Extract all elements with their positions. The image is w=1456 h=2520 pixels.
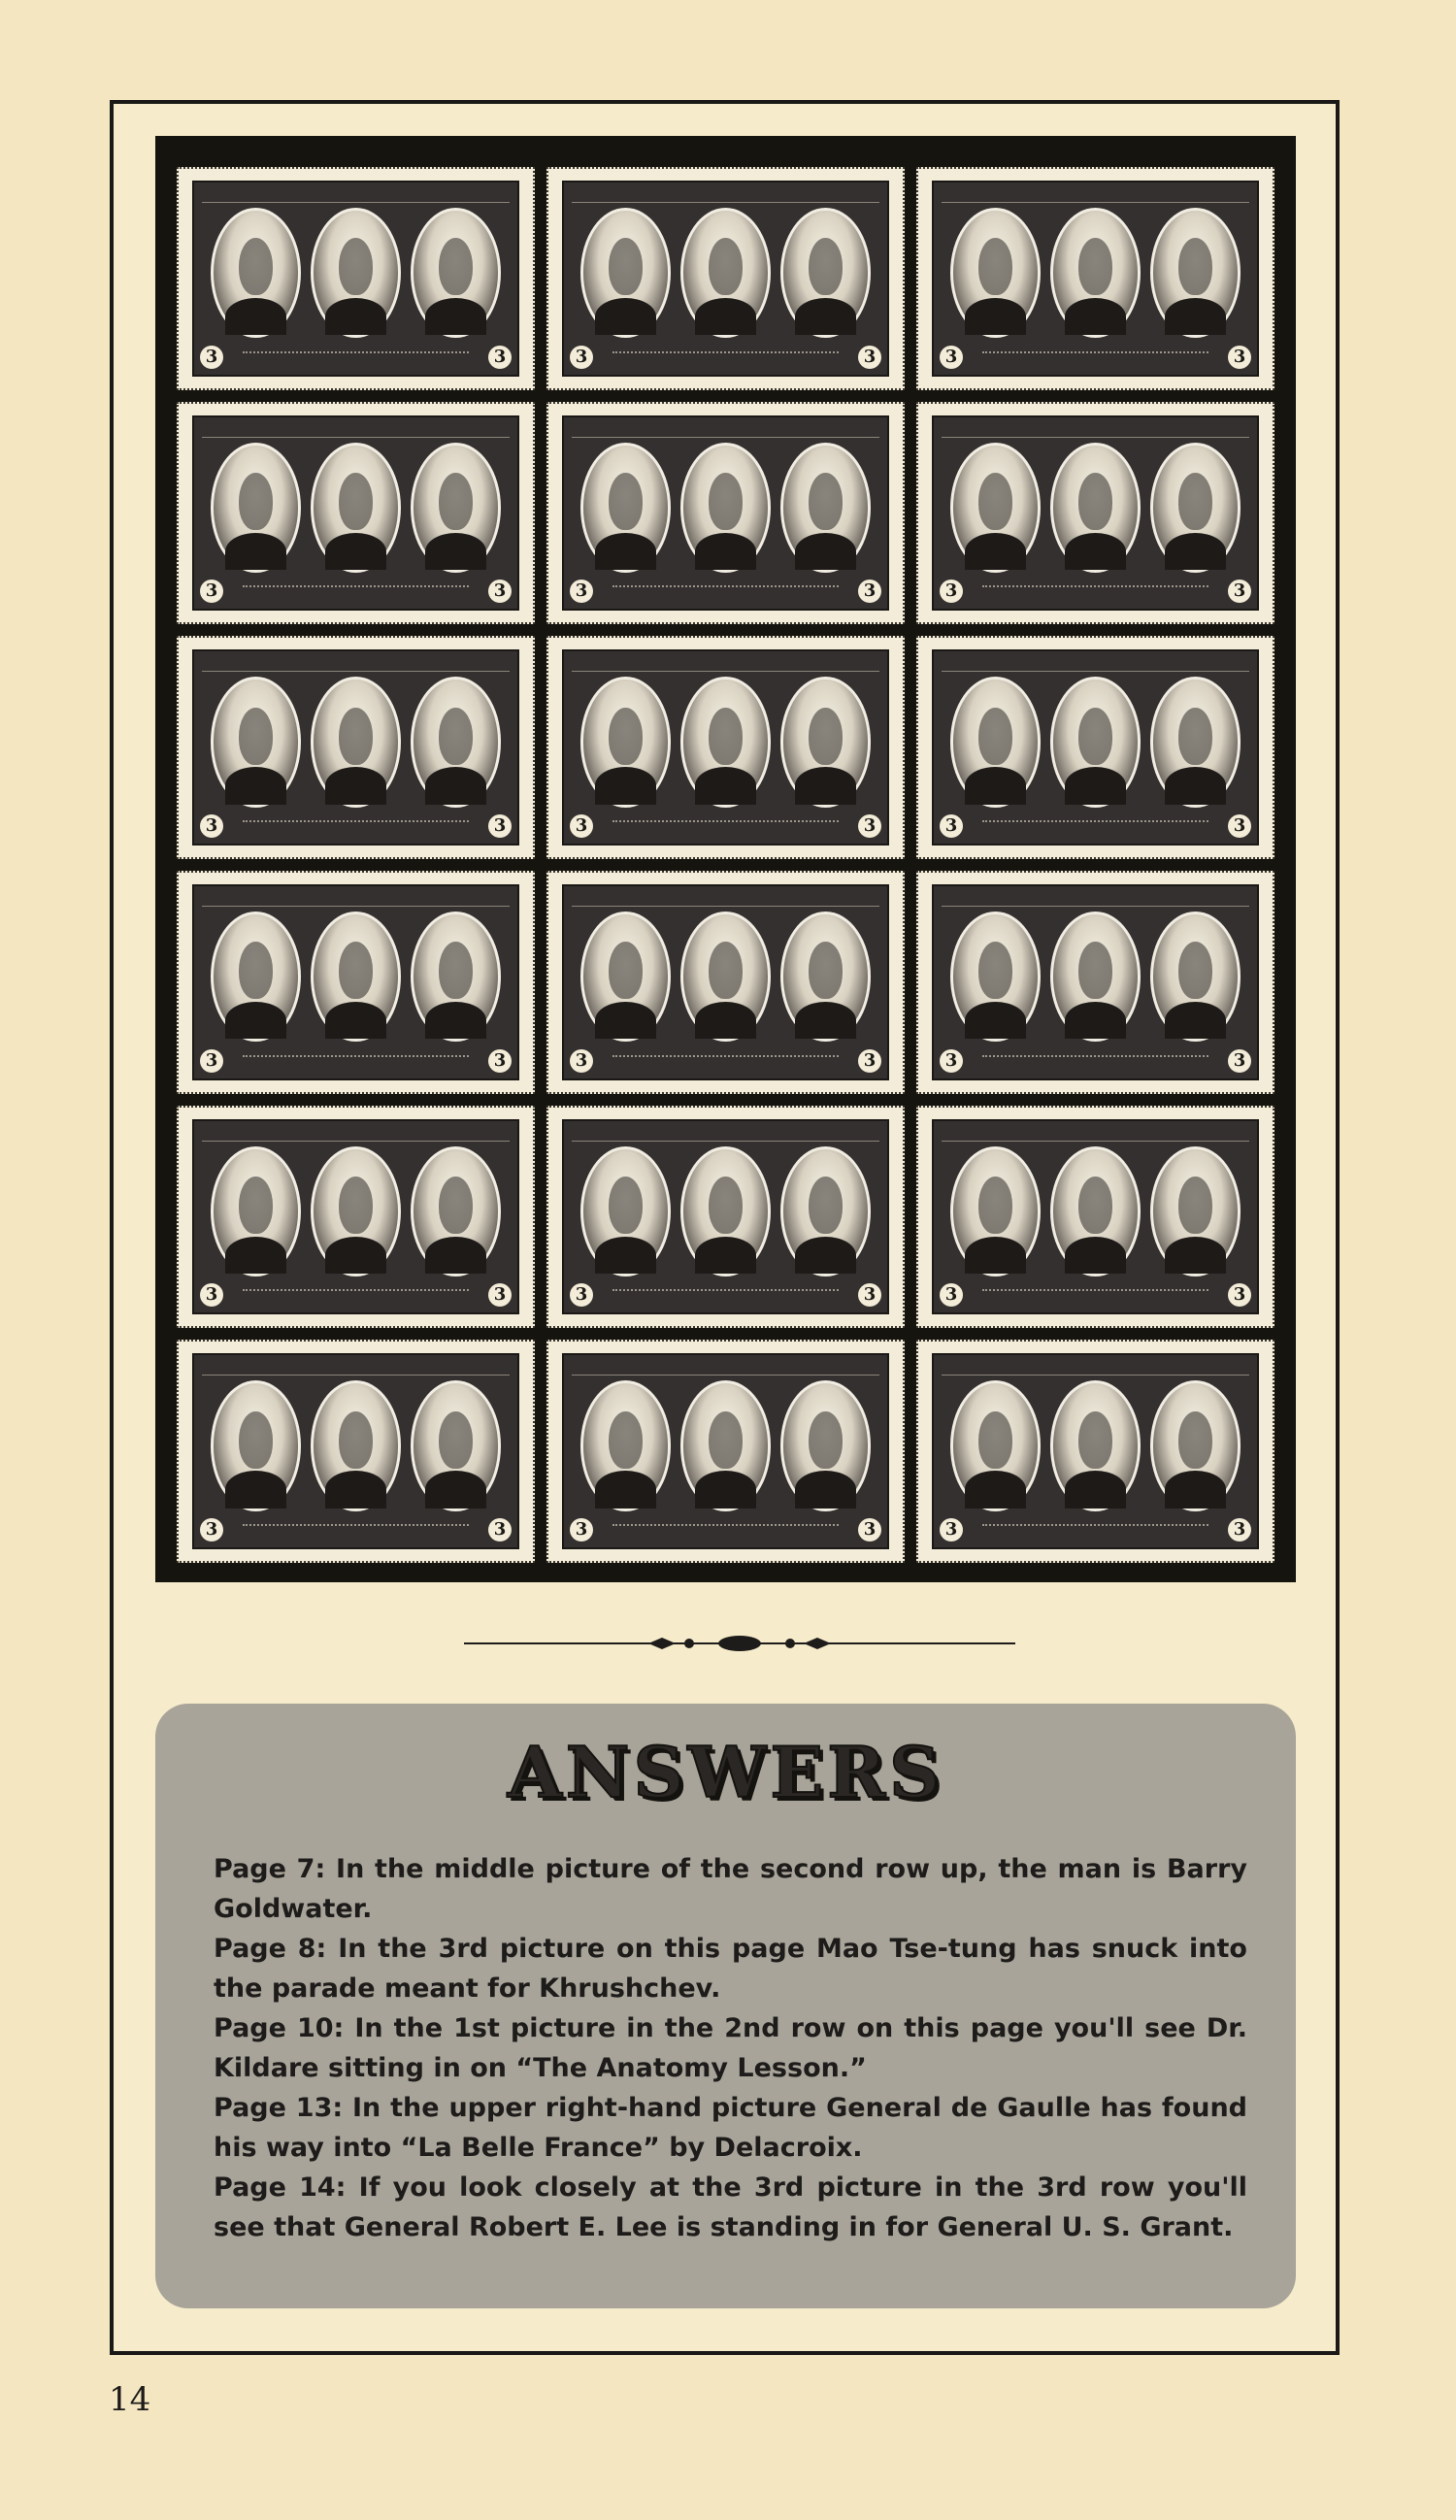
stamp-laurel-band — [982, 351, 1208, 367]
portrait-medallion — [411, 677, 501, 807]
portrait-face — [239, 942, 273, 999]
denomination-right: 3 — [1228, 346, 1251, 369]
portrait-uniform — [225, 767, 286, 805]
portrait-face — [609, 473, 643, 530]
portrait-medallion — [950, 912, 1041, 1042]
stamp-laurel-band — [243, 1524, 469, 1540]
portrait-medallion — [211, 912, 301, 1042]
portrait-face — [439, 473, 473, 530]
portrait-uniform — [695, 533, 756, 571]
answer-item: Page 13: In the upper right-hand picture General de Gaulle has found his way into “La Belle France” by Delacroix. — [214, 2093, 1247, 2163]
portrait-face — [1178, 1411, 1212, 1469]
denomination-right: 3 — [488, 1283, 512, 1307]
portrait-face — [1078, 708, 1112, 765]
denomination-left: 3 — [940, 814, 963, 838]
portrait-medallion — [680, 443, 771, 573]
portrait-uniform — [425, 298, 486, 336]
portrait-face — [709, 473, 743, 530]
portrait-uniform — [1165, 1237, 1226, 1275]
stamp-laurel-band — [243, 1289, 469, 1305]
stamp — [916, 871, 1274, 1094]
denomination-left: 3 — [940, 1049, 963, 1073]
portrait-face — [609, 1411, 643, 1469]
denomination-right: 3 — [858, 1518, 881, 1542]
portrait-medallion — [680, 1380, 771, 1510]
portrait-medallion — [780, 912, 871, 1042]
portrait-uniform — [225, 1471, 286, 1509]
portrait-medallion — [1050, 208, 1141, 338]
answers-title: ANSWERS — [507, 1731, 944, 1813]
portrait-face — [978, 942, 1012, 999]
portrait-medallion — [680, 1146, 771, 1277]
portrait-uniform — [325, 1237, 386, 1275]
portrait-uniform — [225, 533, 286, 571]
portrait-uniform — [325, 533, 386, 571]
denomination-right: 3 — [1228, 1283, 1251, 1307]
stamp-design — [192, 1353, 519, 1549]
portrait-uniform — [1065, 767, 1126, 805]
portrait-uniform — [425, 767, 486, 805]
stamp-header-band — [942, 892, 1249, 907]
denomination-right: 3 — [1228, 1049, 1251, 1073]
portrait-face — [1078, 1177, 1112, 1234]
portrait-face — [978, 1411, 1012, 1469]
denomination-right: 3 — [488, 1518, 512, 1542]
denomination-right: 3 — [1228, 580, 1251, 603]
portrait-medallion — [580, 208, 671, 338]
portrait-face — [1178, 942, 1212, 999]
portrait-face — [1178, 238, 1212, 295]
portrait-medallion — [1150, 1380, 1241, 1510]
portrait-uniform — [425, 533, 486, 571]
portrait-medallion — [411, 443, 501, 573]
stamp-design — [932, 884, 1259, 1080]
portrait-face — [1078, 942, 1112, 999]
portrait-medallion — [1150, 1146, 1241, 1277]
portrait-uniform — [795, 1002, 856, 1040]
portrait-uniform — [325, 1002, 386, 1040]
portrait-uniform — [795, 1237, 856, 1275]
portrait-uniform — [425, 1237, 486, 1275]
stamp-design — [562, 884, 889, 1080]
stamp-laurel-band — [243, 585, 469, 601]
portrait-medallion — [1050, 1380, 1141, 1510]
portrait-medallion — [780, 443, 871, 573]
answers-list — [214, 1849, 1247, 2247]
denomination-left: 3 — [570, 1049, 593, 1073]
stamp-design — [562, 415, 889, 612]
portrait-face — [239, 238, 273, 295]
portrait-uniform — [965, 1237, 1026, 1275]
portrait-uniform — [595, 298, 656, 336]
portrait-uniform — [1065, 298, 1126, 336]
denomination-left: 3 — [570, 1283, 593, 1307]
stamp — [916, 402, 1274, 625]
portrait-uniform — [595, 1002, 656, 1040]
stamp — [916, 1106, 1274, 1329]
portrait-uniform — [695, 767, 756, 805]
answer-item: Page 14: If you look closely at the 3rd picture in the 3rd row you'll see that General Robert E. Lee is standing in for General U. S. Grant. — [214, 2172, 1247, 2242]
stamp — [177, 871, 535, 1094]
portrait-uniform — [325, 1471, 386, 1509]
portrait-medallion — [580, 443, 671, 573]
stamp-header-band — [942, 657, 1249, 672]
denomination-left: 3 — [570, 814, 593, 838]
stamp-laurel-band — [612, 351, 839, 367]
portrait-face — [978, 238, 1012, 295]
stamp-laurel-band — [612, 1524, 839, 1540]
stamp-design — [932, 415, 1259, 612]
portrait-medallion — [311, 1146, 401, 1277]
portrait-uniform — [1165, 1471, 1226, 1509]
stamp-design — [192, 884, 519, 1080]
stamp-design — [932, 1353, 1259, 1549]
portrait-medallion — [1150, 912, 1241, 1042]
stamp — [177, 636, 535, 859]
portrait-medallion — [1050, 677, 1141, 807]
portrait-medallion — [950, 443, 1041, 573]
stamp-laurel-band — [612, 585, 839, 601]
portrait-face — [339, 942, 373, 999]
portrait-medallion — [780, 1380, 871, 1510]
portrait-face — [239, 1177, 273, 1234]
stamp — [546, 167, 905, 390]
stamp-laurel-band — [243, 820, 469, 836]
denomination-left: 3 — [940, 580, 963, 603]
portrait-uniform — [595, 1471, 656, 1509]
stamp — [177, 167, 535, 390]
portrait-uniform — [965, 298, 1026, 336]
stamp-header-band — [572, 1361, 879, 1376]
stamp-header-band — [202, 188, 510, 203]
answer-item: Page 7: In the middle picture of the second row up, the man is Barry Goldwater. — [214, 1854, 1247, 1924]
portrait-uniform — [325, 767, 386, 805]
portrait-face — [709, 238, 743, 295]
portrait-uniform — [1065, 1237, 1126, 1275]
stamp-header-band — [572, 657, 879, 672]
portrait-uniform — [795, 767, 856, 805]
portrait-medallion — [211, 1146, 301, 1277]
stamp — [546, 1340, 905, 1563]
portrait-face — [809, 1177, 843, 1234]
stamp-design — [932, 1119, 1259, 1315]
stamp-header-band — [202, 892, 510, 907]
portrait-medallion — [1150, 677, 1241, 807]
portrait-uniform — [795, 1471, 856, 1509]
denomination-right: 3 — [488, 1049, 512, 1073]
portrait-medallion — [680, 912, 771, 1042]
portrait-medallion — [211, 443, 301, 573]
portrait-face — [609, 238, 643, 295]
ornamental-divider — [464, 1634, 1015, 1653]
portrait-face — [339, 1177, 373, 1234]
portrait-medallion — [211, 208, 301, 338]
stamp-design — [562, 649, 889, 846]
denomination-right: 3 — [488, 814, 512, 838]
portrait-uniform — [965, 767, 1026, 805]
stamp-laurel-band — [982, 1055, 1208, 1071]
denomination-left: 3 — [200, 1518, 223, 1542]
portrait-face — [239, 708, 273, 765]
stamp-design — [562, 1119, 889, 1315]
portrait-medallion — [311, 677, 401, 807]
portrait-face — [439, 1177, 473, 1234]
stamp-header-band — [942, 1127, 1249, 1142]
portrait-medallion — [950, 1380, 1041, 1510]
portrait-medallion — [580, 1146, 671, 1277]
portrait-face — [809, 473, 843, 530]
stamp — [177, 1340, 535, 1563]
portrait-medallion — [411, 912, 501, 1042]
portrait-uniform — [225, 1002, 286, 1040]
stamp — [916, 1340, 1274, 1563]
portrait-medallion — [211, 677, 301, 807]
denomination-left: 3 — [570, 580, 593, 603]
portrait-medallion — [1050, 443, 1141, 573]
portrait-uniform — [1065, 533, 1126, 571]
denomination-left: 3 — [570, 346, 593, 369]
portrait-medallion — [311, 1380, 401, 1510]
denomination-right: 3 — [858, 814, 881, 838]
stamp — [546, 636, 905, 859]
page-number: 14 — [109, 2380, 151, 2419]
stamp-header-band — [942, 188, 1249, 203]
denomination-right: 3 — [858, 346, 881, 369]
portrait-uniform — [1165, 767, 1226, 805]
denomination-left: 3 — [940, 1518, 963, 1542]
portrait-uniform — [225, 1237, 286, 1275]
portrait-medallion — [411, 208, 501, 338]
portrait-face — [978, 708, 1012, 765]
portrait-medallion — [950, 1146, 1041, 1277]
portrait-face — [809, 1411, 843, 1469]
stamp — [916, 167, 1274, 390]
denomination-left: 3 — [570, 1518, 593, 1542]
stamp-design — [562, 181, 889, 377]
denomination-right: 3 — [1228, 814, 1251, 838]
portrait-face — [809, 942, 843, 999]
stamp — [546, 1106, 905, 1329]
portrait-face — [339, 473, 373, 530]
portrait-medallion — [211, 1380, 301, 1510]
portrait-medallion — [311, 443, 401, 573]
stamp-laurel-band — [612, 820, 839, 836]
answer-item: Page 10: In the 1st picture in the 2nd row on this page you'll see Dr. Kildare sitting in on “The Anatomy Lesson.” — [214, 2013, 1247, 2083]
portrait-medallion — [1050, 1146, 1141, 1277]
stamp-header-band — [202, 1127, 510, 1142]
portrait-face — [709, 708, 743, 765]
stamp-laurel-band — [612, 1289, 839, 1305]
portrait-face — [978, 473, 1012, 530]
portrait-face — [339, 1411, 373, 1469]
denomination-right: 3 — [858, 580, 881, 603]
denomination-right: 3 — [488, 580, 512, 603]
portrait-medallion — [580, 912, 671, 1042]
portrait-medallion — [311, 912, 401, 1042]
portrait-medallion — [1150, 443, 1241, 573]
portrait-uniform — [325, 298, 386, 336]
stamp-laurel-band — [243, 351, 469, 367]
stamp-design — [562, 1353, 889, 1549]
portrait-face — [809, 238, 843, 295]
portrait-uniform — [595, 767, 656, 805]
portrait-face — [239, 473, 273, 530]
stamp — [177, 402, 535, 625]
portrait-face — [339, 238, 373, 295]
portrait-uniform — [965, 533, 1026, 571]
portrait-uniform — [965, 1471, 1026, 1509]
portrait-uniform — [795, 298, 856, 336]
portrait-medallion — [780, 1146, 871, 1277]
portrait-face — [1078, 1411, 1112, 1469]
portrait-face — [339, 708, 373, 765]
portrait-uniform — [695, 1471, 756, 1509]
portrait-uniform — [425, 1471, 486, 1509]
portrait-medallion — [680, 208, 771, 338]
stamp-header-band — [202, 423, 510, 438]
stamp-laurel-band — [982, 1289, 1208, 1305]
portrait-uniform — [795, 533, 856, 571]
portrait-uniform — [1065, 1471, 1126, 1509]
portrait-medallion — [950, 208, 1041, 338]
portrait-uniform — [965, 1002, 1026, 1040]
denomination-left: 3 — [200, 580, 223, 603]
portrait-medallion — [780, 677, 871, 807]
stamp — [546, 402, 905, 625]
portrait-face — [1078, 238, 1112, 295]
portrait-medallion — [580, 677, 671, 807]
portrait-face — [809, 708, 843, 765]
stamp-laurel-band — [982, 820, 1208, 836]
answer-item: Page 8: In the 3rd picture on this page Mao Tse-tung has snuck into the parade meant for Khrushchev. — [214, 1934, 1247, 2004]
stamp-laurel-band — [982, 1524, 1208, 1540]
portrait-face — [439, 942, 473, 999]
portrait-face — [439, 1411, 473, 1469]
portrait-face — [709, 942, 743, 999]
portrait-medallion — [1150, 208, 1241, 338]
stamp-design — [192, 649, 519, 846]
stamp — [177, 1106, 535, 1329]
stamp — [546, 871, 905, 1094]
denomination-right: 3 — [1228, 1518, 1251, 1542]
portrait-face — [709, 1411, 743, 1469]
portrait-uniform — [225, 298, 286, 336]
portrait-face — [609, 708, 643, 765]
portrait-face — [609, 942, 643, 999]
portrait-face — [1178, 1177, 1212, 1234]
portrait-face — [1178, 473, 1212, 530]
portrait-uniform — [695, 1237, 756, 1275]
stamp-design — [192, 415, 519, 612]
stamp-laurel-band — [612, 1055, 839, 1071]
portrait-uniform — [595, 533, 656, 571]
portrait-uniform — [425, 1002, 486, 1040]
stamp-sheet — [155, 136, 1296, 1582]
portrait-medallion — [780, 208, 871, 338]
portrait-medallion — [680, 677, 771, 807]
stamp-header-band — [942, 423, 1249, 438]
denomination-left: 3 — [200, 1283, 223, 1307]
denomination-left: 3 — [940, 1283, 963, 1307]
denomination-right: 3 — [858, 1283, 881, 1307]
stamp-header-band — [572, 423, 879, 438]
portrait-medallion — [311, 208, 401, 338]
stamp-design — [192, 1119, 519, 1315]
stamp-design — [192, 181, 519, 377]
portrait-medallion — [411, 1380, 501, 1510]
stamp-laurel-band — [982, 585, 1208, 601]
portrait-medallion — [411, 1146, 501, 1277]
portrait-uniform — [1065, 1002, 1126, 1040]
stamp-header-band — [942, 1361, 1249, 1376]
portrait-face — [239, 1411, 273, 1469]
stamp-design — [932, 181, 1259, 377]
portrait-medallion — [580, 1380, 671, 1510]
portrait-medallion — [1050, 912, 1141, 1042]
stamp-header-band — [572, 892, 879, 907]
stamp-design — [932, 649, 1259, 846]
portrait-face — [439, 238, 473, 295]
portrait-face — [1078, 473, 1112, 530]
stamp — [916, 636, 1274, 859]
portrait-uniform — [695, 298, 756, 336]
portrait-uniform — [695, 1002, 756, 1040]
denomination-left: 3 — [200, 1049, 223, 1073]
portrait-medallion — [950, 677, 1041, 807]
denomination-left: 3 — [200, 346, 223, 369]
portrait-face — [439, 708, 473, 765]
denomination-left: 3 — [940, 346, 963, 369]
denomination-left: 3 — [200, 814, 223, 838]
stamp-header-band — [202, 1361, 510, 1376]
portrait-face — [1178, 708, 1212, 765]
denomination-right: 3 — [488, 346, 512, 369]
stamp-header-band — [572, 188, 879, 203]
answers-box — [155, 1704, 1296, 2308]
portrait-face — [978, 1177, 1012, 1234]
stamp-grid — [171, 161, 1280, 1569]
stamp-header-band — [572, 1127, 879, 1142]
portrait-uniform — [1165, 298, 1226, 336]
portrait-face — [609, 1177, 643, 1234]
portrait-uniform — [1165, 533, 1226, 571]
portrait-uniform — [1165, 1002, 1226, 1040]
stamp-laurel-band — [243, 1055, 469, 1071]
portrait-uniform — [595, 1237, 656, 1275]
portrait-face — [709, 1177, 743, 1234]
stamp-header-band — [202, 657, 510, 672]
denomination-right: 3 — [858, 1049, 881, 1073]
